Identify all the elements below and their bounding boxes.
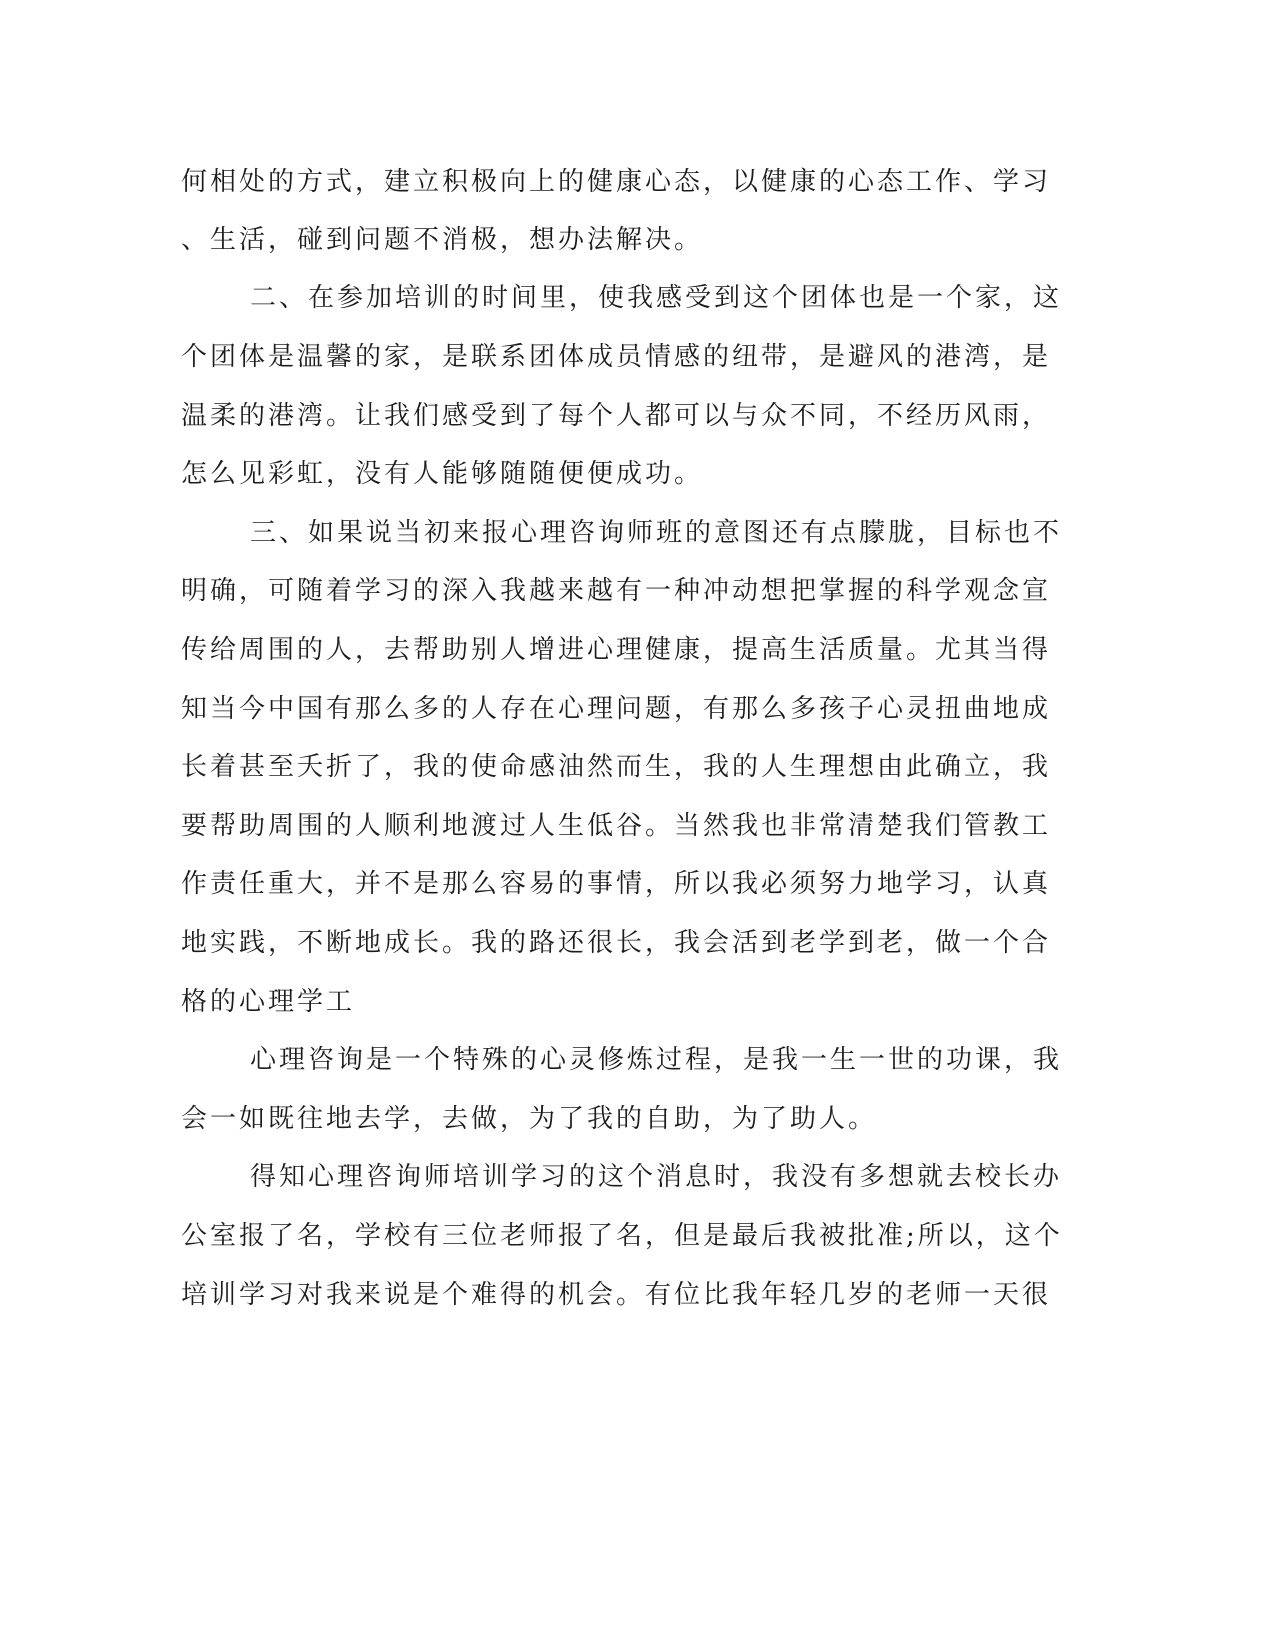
text-line: 个团体是温馨的家，是联系团体成员情感的纽带，是避风的港湾，是 <box>181 342 1052 372</box>
text-line: 作责任重大，并不是那么容易的事情，所以我必须努力地学习，认真 <box>181 869 1052 899</box>
text-line: 温柔的港湾。让我们感受到了每个人都可以与众不同，不经历风雨， <box>181 401 1052 431</box>
text-line: 会一如既往地去学，去做，为了我的自助，为了助人。 <box>181 1104 878 1134</box>
text-line: 何相处的方式，建立积极向上的健康心态，以健康的心态工作、学习 <box>181 167 1052 197</box>
text-line: 培训学习对我来说是个难得的机会。有位比我年轻几岁的老师一天很 <box>181 1280 1052 1310</box>
text-line: 公室报了名，学校有三位老师报了名，但是最后我被批准;所以，这个 <box>181 1221 1063 1251</box>
text-line: 地实践，不断地成长。我的路还很长，我会活到老学到老，做一个合 <box>181 928 1052 958</box>
paragraph-5-start: 得知心理咨询师培训学习的这个消息时，我没有多想就去校长办 <box>250 1162 1063 1192</box>
text-line: 长着甚至夭折了，我的使命感油然而生，我的人生理想由此确立，我 <box>181 752 1052 782</box>
paragraph-4-start: 心理咨询是一个特殊的心灵修炼过程，是我一生一世的功课，我 <box>250 1045 1063 1075</box>
paragraph-2-start: 二、在参加培训的时间里，使我感受到这个团体也是一个家，这 <box>250 283 1063 313</box>
text-line: 明确，可随着学习的深入我越来越有一种冲动想把掌握的科学观念宣 <box>181 576 1052 606</box>
text-line: 知当今中国有那么多的人存在心理问题，有那么多孩子心灵扭曲地成 <box>181 694 1052 724</box>
paragraph-3-start: 三、如果说当初来报心理咨询师班的意图还有点朦胧，目标也不 <box>250 518 1063 548</box>
text-line: 传给周围的人，去帮助别人增进心理健康，提高生活质量。尤其当得 <box>181 635 1052 665</box>
text-line: 、生活，碰到问题不消极，想办法解决。 <box>181 225 704 255</box>
text-line: 要帮助周围的人顺利地渡过人生低谷。当然我也非常清楚我们管教工 <box>181 811 1052 841</box>
text-line: 格的心理学工 <box>181 987 356 1017</box>
text-line: 怎么见彩虹，没有人能够随随便便成功。 <box>181 459 704 489</box>
